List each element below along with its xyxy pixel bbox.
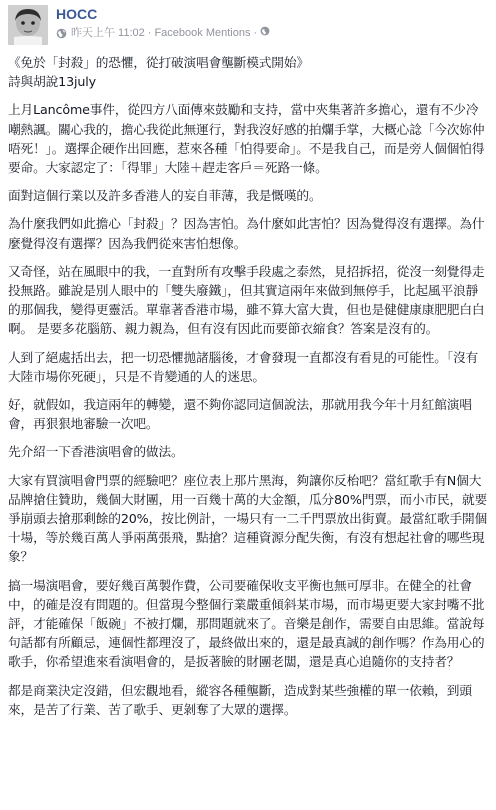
post-paragraph: 先介紹一下香港演唱會的做法。 [8, 444, 184, 460]
profile-photo-icon [8, 5, 48, 45]
post-body [8, 53, 488, 719]
post-paragraph: 都是商業決定沒錯，但宏觀地看，縱容各種壟斷，造成對某些強權的單一依賴，到頭來，是苦了行業、苦了歌手、更剝奪了大眾的選擇。 [8, 682, 472, 717]
post-subline [56, 25, 270, 41]
globe-icon [56, 28, 67, 39]
post-paragraph: 人到了絕處括出去，把一切恐懼拋諸腦後，才會發現一直都沒有看見的可能性。「沒有大陸市場你死硬」，只是不肯變通的人的迷思。 [8, 349, 479, 384]
post-paragraph: 搞一場演唱會，要好幾百萬製作費，公司要確保收支平衡也無可厚非。在健全的社會中，的確是沒有問題的。但當現今整個行業嚴重傾斜某市場，而市場更要大家封嘴不批評，才能確保「飯碗」不被打爛，那問題就來了。音樂是創作，需要自由思維。當說每句話都有所顧忌，連個性都理沒了，最終做出來的，還是最真誠的創作嗎？作為用心的歌手，你希望進來看演唱會的，是扳著臉的財團老闆，還是真心追隨你的支持者？ [8, 577, 485, 670]
author-name[interactable]: HOCC [56, 6, 98, 22]
avatar[interactable] [8, 5, 48, 45]
post-paragraph: 為什麼我們如此擔心「封殺」？因為害怕。為什麼如此害怕？因為覺得沒有選擇。為什麼覺得沒有選擇？因為我們從來害怕想像。 [8, 216, 485, 251]
post-paragraph: 大家有買演唱會門票的經驗吧？座位表上那片黑海，夠讓你反枱吧？當紅歌手有N個大品牌搶住贊助，幾個大財團，用一百幾十萬的大金額，瓜分80%門票，而小市民，就要爭崩頭去搶那剩餘的20%，按比例計，一場只有一二千門票放出街賣。最當紅歌手開個十場，等於幾百萬人爭兩萬張飛，點搶？這種資源分配失衡，有沒有想起社會的哪些現象？ [8, 472, 488, 565]
audience-icon[interactable] [260, 25, 270, 41]
meta-separator: · [147, 27, 152, 39]
post-header [8, 5, 488, 49]
post-title: 《免於「封殺」的恐懼，從打破演唱會壟斷模式開始》 [8, 55, 309, 70]
post-subtitle: 詩與胡說13july [8, 74, 96, 90]
post-paragraph: 面對這個行業以及許多香港人的妄自菲薄，我是慨嘆的。 [8, 188, 322, 204]
post-paragraph: 上月Lancôme事件，從四方八面傳來鼓勵和支持，當中夾集著許多擔心，還有不少冷嘲熱諷。關心我的，擔心我從此無運行，對我沒好感的拍爛手掌，大概心諗「今次妳仲唔死！」。選擇企硬作出回應，惹來各種「怕得要命」。不是我自己，而是旁人個個怕得要命。大家認定了：「得罪」大陸＋趕走客戶＝死路一條。 [8, 102, 485, 176]
post-paragraph: 又奇怪，站在風眼中的我，一直對所有攻擊手段處之泰然，見招拆招，從沒一刻覺得走投無路。雖說是別人眼中的「雙失廢鐵」，但其實這兩年來做到無停手，比起風平浪靜的那個我，變得更靈活。單靠著香港市場，雖不算大富大貴，但也是健健康康肥肥白白啊。 是要多花腦筋、親力親為，但有沒有因此而要節衣縮食？答案是沒有的。 [8, 263, 485, 337]
post-time[interactable]: 昨天上午 11:02 [71, 27, 145, 39]
meta-separator: · [253, 27, 258, 39]
post-meta [56, 5, 270, 41]
post-app[interactable]: Facebook Mentions [154, 27, 251, 39]
post-paragraph: 好，就假如，我這兩年的轉變，還不夠你認同這個說法，那就用我今年十月紅館演唱會，再狠狠地審驗一次吧。 [8, 397, 472, 432]
